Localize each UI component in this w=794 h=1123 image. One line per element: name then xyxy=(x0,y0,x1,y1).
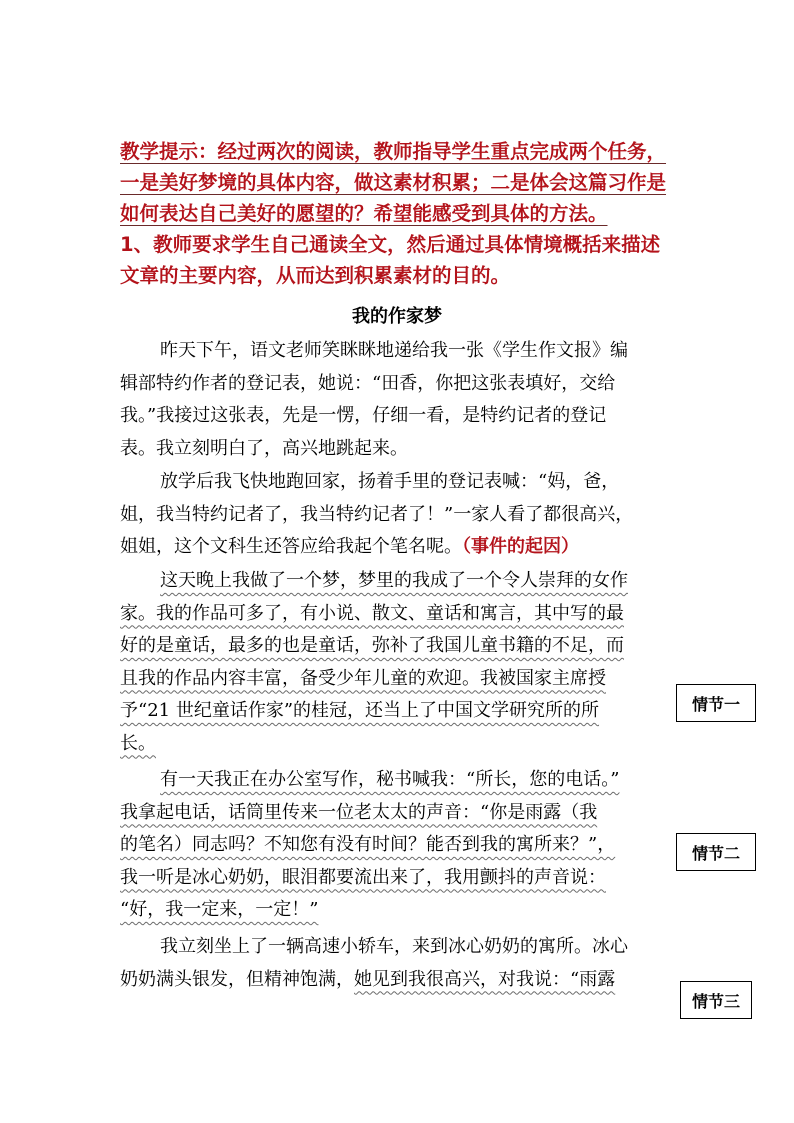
text-line xyxy=(120,862,690,895)
hint-line: 1、教师要求学生自己通读全文，然后通过具体情境概括来描述 xyxy=(120,233,661,256)
plot-label-2: 情节二 xyxy=(676,833,756,871)
text-segment: 姐姐，这个文科生还答应给我起个笔名呢。 xyxy=(120,536,462,557)
wavy-text: 予“21 世纪童话作家”的桂冠，还当上了中国文学研究所的所 xyxy=(120,700,600,721)
text-line xyxy=(120,663,690,696)
text-line xyxy=(120,964,690,997)
wavy-text: 这天晚上我做了一个梦，梦里的我成了一个令人崇拜的女作 xyxy=(160,570,628,591)
text-line xyxy=(120,764,690,797)
paragraph-5 xyxy=(120,931,690,996)
essay-title: 我的作家梦 xyxy=(352,306,442,327)
text-line xyxy=(120,797,690,830)
plot-label-3: 情节三 xyxy=(680,981,752,1019)
paragraph-2 xyxy=(120,466,690,564)
wavy-text: 我拿起电话，话筒里传来一位老太太的声音：“你是雨露（我 xyxy=(120,801,598,823)
wavy-text: 的笔名）同志吗？不知您有没有时间？能否到我的寓所来？”， xyxy=(120,834,616,855)
text-line: 表。我立刻明白了，高兴地跳起来。 xyxy=(120,437,408,459)
text-line: 我立刻坐上了一辆高速小轿车，来到冰心奶奶的寓所。冰心 xyxy=(160,936,628,957)
text-line: 姐，我当特约记者了，我当特约记者了！”一家人看了都很高兴， xyxy=(120,503,634,525)
wavy-text: 家。我的作品可多了，有小说、散文、童话和寓言，其中写的最 xyxy=(120,602,624,624)
hint-line: 文章的主要内容，从而达到积累素材的目的。 xyxy=(120,264,511,287)
text-segment: 奶奶满头银发，但精神饱满， xyxy=(120,968,354,990)
hint-line: 教学提示：经过两次的阅读，教师指导学生重点完成两个任务， xyxy=(120,140,667,163)
text-line xyxy=(120,630,690,663)
text-line: 放学后我飞快地跑回家，扬着手里的登记表喊：“妈，爸， xyxy=(160,471,620,492)
wavy-text: 且我的作品内容丰富，备受少年儿童的欢迎。我被国家主席授 xyxy=(120,667,606,689)
text-line xyxy=(120,829,690,862)
text-line xyxy=(120,598,690,631)
plot-label-1: 情节一 xyxy=(676,684,756,722)
wavy-text: 有一天我正在办公室写作，秘书喊我：“所长，您的电话。” xyxy=(160,769,620,790)
wavy-text: “好，我一定来，一定！” xyxy=(120,899,319,920)
text-line xyxy=(120,728,690,761)
paragraph-4 xyxy=(120,764,690,927)
hint-line: 一是美好梦境的具体内容，做这素材积累；二是体会这篇习作是 xyxy=(120,171,667,194)
wavy-text: 好的是童话，最多的也是童话，弥补了我国儿童书籍的不足，而 xyxy=(120,635,624,656)
text-line: 辑部特约作者的登记表，她说：“田香，你把这张表填好，交给 xyxy=(120,372,616,394)
text-line: 昨天下午，语文老师笑眯眯地递给我一张《学生作文报》编 xyxy=(160,340,628,361)
wavy-text: 长。 xyxy=(120,732,156,754)
cause-annotation: （事件的起因） xyxy=(462,536,579,557)
text-line xyxy=(120,894,690,927)
teaching-hint xyxy=(120,136,690,291)
hint-line: 如何表达自己美好的愿望的？希望能感受到具体的方法。 xyxy=(120,202,608,225)
text-line xyxy=(120,695,690,728)
text-line: 我。”我接过这张表，先是一愣，仔细一看，是特约记者的登记 xyxy=(120,405,607,426)
wavy-text: 她见到我很高兴，对我说：“雨露 xyxy=(354,968,616,990)
paragraph-3 xyxy=(120,565,690,760)
text-line xyxy=(120,565,690,598)
wavy-text: 我一听是冰心奶奶，眼泪都要流出来了，我用颤抖的声音说： xyxy=(120,866,606,888)
text-line xyxy=(120,531,690,564)
paragraph-1 xyxy=(120,335,690,465)
